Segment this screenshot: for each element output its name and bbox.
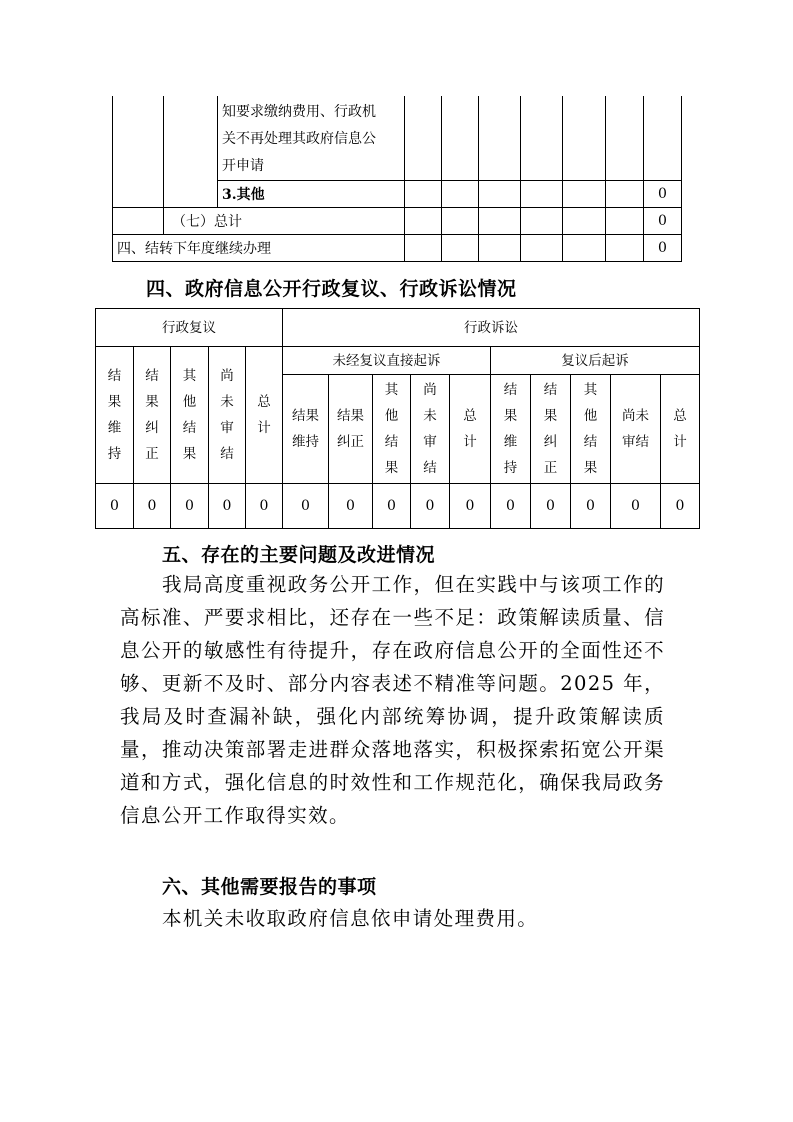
- review-col-header: 尚 未 审 结: [209, 347, 246, 484]
- section5-body: 我局高度重视政务公开工作，但在实践中与该项工作的高标准、严要求相比，还存在一些不足：政策解读质量、信息公开的敏感性有待提升，存在政府信息公开的全面性还不够、更新不及时、部分内容表述不精准等问题。2025 年，我局及时查漏补缺，强化内部统筹协调，提升政策解读质量，推动决策部署走进群众落地落实，积极探索拓宽公开渠道和方式，强化信息的时效性和工作规范化，确保我局政务信息公开工作取得实效。: [120, 573, 665, 827]
- count-value: 0: [450, 484, 491, 529]
- section5-title: 五、存在的主要问题及改进情况: [162, 544, 436, 566]
- after-review-header: 复议后起诉: [491, 347, 700, 375]
- total-value: 0: [644, 208, 682, 235]
- litigation-header: 行政诉讼: [283, 309, 700, 347]
- litigation-col-header: 其 他 结 果: [571, 375, 611, 484]
- table-cell: [563, 208, 606, 235]
- count-value: 0: [411, 484, 450, 529]
- count-value: 0: [171, 484, 209, 529]
- table-cell: [521, 235, 563, 262]
- review-litigation-table: [95, 308, 700, 529]
- section4-title: 四、政府信息公开行政复议、行政诉讼情况: [146, 278, 517, 300]
- table-cell: [405, 96, 442, 181]
- table-cell: [521, 96, 563, 181]
- table-cell: [521, 208, 563, 235]
- note-line: 知要求缴纳费用、行政机: [222, 103, 376, 120]
- other-label: 3.其他: [218, 181, 405, 208]
- review-col-header: 结 果 纠 正: [134, 347, 171, 484]
- table-cell: [606, 235, 644, 262]
- table-cell: [563, 181, 606, 208]
- total-label: （七）总计: [164, 208, 405, 235]
- review-header: 行政复议: [96, 309, 283, 347]
- count-value: 0: [96, 484, 134, 529]
- count-value: 0: [134, 484, 171, 529]
- table-cell: [479, 96, 521, 181]
- count-value: 0: [571, 484, 611, 529]
- application-stats-table-continued: [112, 96, 682, 262]
- litigation-col-header: 结 果 纠 正: [531, 375, 571, 484]
- table-cell: [563, 235, 606, 262]
- table-cell: [644, 96, 682, 181]
- table-cell: [405, 181, 442, 208]
- carry-over-label: 四、结转下年度继续办理: [113, 235, 405, 262]
- litigation-col-header: 总 计: [450, 375, 491, 484]
- section6-title: 六、其他需要报告的事项: [162, 876, 377, 898]
- table-cell: [479, 208, 521, 235]
- review-col-header: 结 果 维 持: [96, 347, 134, 484]
- litigation-col-header: 结 果 维 持: [491, 375, 531, 484]
- table-cell: [606, 208, 644, 235]
- litigation-col-header: 尚 未 审 结: [411, 375, 450, 484]
- table-cell: [479, 181, 521, 208]
- carry-over-value: 0: [644, 235, 682, 262]
- table-cell: [563, 96, 606, 181]
- reason-note-cell: [218, 96, 405, 181]
- table-cell: [606, 96, 644, 181]
- table-cell: [521, 181, 563, 208]
- litigation-col-header: 总 计: [661, 375, 700, 484]
- count-value: 0: [611, 484, 661, 529]
- table-cell: [405, 235, 442, 262]
- litigation-col-header: 其 他 结 果: [373, 375, 411, 484]
- count-value: 0: [329, 484, 373, 529]
- count-value: 0: [491, 484, 531, 529]
- table-cell: [113, 208, 164, 235]
- table-cell: [405, 208, 442, 235]
- section6-body: 本机关未收取政府信息依申请处理费用。: [162, 907, 539, 930]
- direct-suit-header: 未经复议直接起诉: [283, 347, 491, 375]
- litigation-col-header: 结果 纠正: [329, 375, 373, 484]
- table-cell: [442, 96, 479, 181]
- litigation-col-header: 结果 维持: [283, 375, 329, 484]
- count-value: 0: [246, 484, 283, 529]
- review-col-header: 其 他 结 果: [171, 347, 209, 484]
- count-value: 0: [661, 484, 700, 529]
- count-value: 0: [373, 484, 411, 529]
- table-cell: [442, 208, 479, 235]
- table-cell: [113, 96, 164, 208]
- count-value: 0: [209, 484, 246, 529]
- count-value: 0: [283, 484, 329, 529]
- table-cell: [442, 181, 479, 208]
- count-value: 0: [531, 484, 571, 529]
- table-cell: [442, 235, 479, 262]
- table-cell: [606, 181, 644, 208]
- review-col-header: 总 计: [246, 347, 283, 484]
- table-cell: [479, 235, 521, 262]
- note-line: 开申请: [222, 157, 264, 174]
- table-cell: [164, 96, 218, 208]
- litigation-col-header: 尚未 审结: [611, 375, 661, 484]
- other-value: 0: [644, 181, 682, 208]
- note-line: 关不再处理其政府信息公: [222, 130, 376, 147]
